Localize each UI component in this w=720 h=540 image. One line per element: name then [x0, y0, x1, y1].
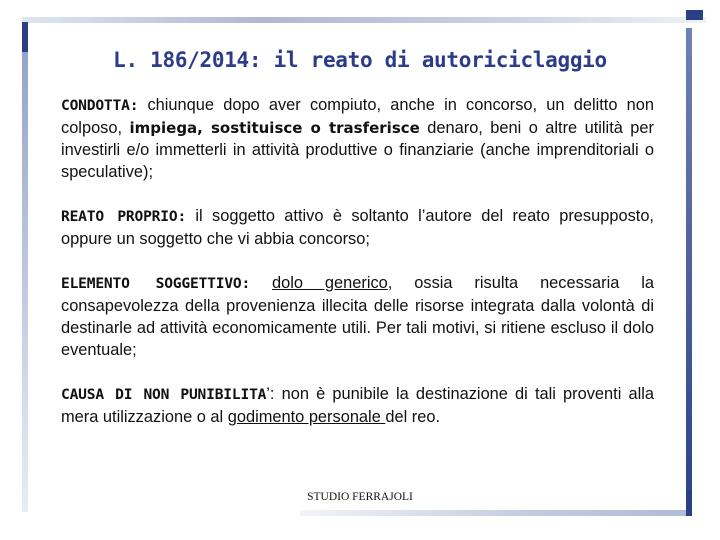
paragraph-text: non è punibile la destinazione di tali proventi alla mera utilizzazione o al: [61, 385, 655, 426]
slide-title: L. 186/2014: il reato di autoriciclaggio: [113, 48, 607, 72]
term-label: REATO PROPRIO:: [61, 208, 187, 225]
slide-body: [61, 94, 654, 450]
paragraph-text: denaro, beni o altre utilità per investirli e/o immetterli in attività produttive o finanziarie (anche imprenditoriali o speculative);: [61, 119, 654, 181]
emphasized-text: impiega, sostituisce o trasferisce: [129, 119, 420, 137]
underlined-text: dolo generico: [272, 274, 388, 292]
paragraph-text: il soggetto attivo è soltanto l’autore del reato presupposto, oppure un soggetto che vi abbia concorso;: [61, 207, 654, 248]
paragraph-reato-proprio: [61, 205, 654, 250]
paragraph-causa-non-punibilita: [61, 383, 654, 428]
paragraph-elemento-soggettivo: [61, 272, 654, 361]
paragraph-text: [250, 274, 272, 292]
footer-studio: STUDIO FERRAJOLI: [307, 491, 413, 503]
paragraph-text: , ossia risulta necessaria la consapevolezza della provenienza illecita delle risorse integrata dalla volontà di destinarle ad attività economicamente utili. Per tali motivi, si ritiene escluso il dolo eventuale;: [61, 274, 655, 359]
paragraph-text: del reo.: [385, 408, 441, 426]
term-label: CONDOTTA:: [61, 97, 139, 114]
underlined-text: godimento personale: [227, 408, 386, 426]
term-label: ELEMENTO SOGGETTIVO:: [61, 275, 251, 292]
frame-left-bar: [22, 22, 28, 512]
term-suffix: ’:: [266, 385, 275, 403]
frame-corner-top-right: [686, 10, 703, 20]
paragraph-condotta: [61, 94, 654, 183]
term-label: CAUSA DI NON PUNIBILITA: [61, 386, 267, 403]
paragraph-text: chiunque dopo aver compiuto, anche in concorso, un delitto non colposo,: [61, 96, 654, 137]
frame-top-bar: [22, 17, 706, 23]
frame-right-bar: [686, 28, 692, 493]
frame-bottom-bar: [300, 510, 686, 516]
